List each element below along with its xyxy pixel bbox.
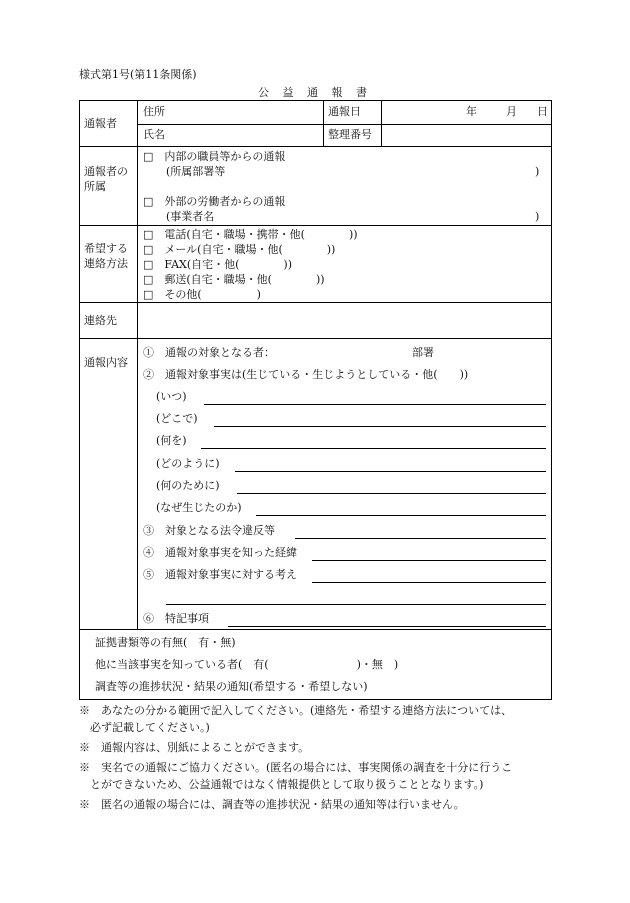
footnote-4: ※ 匿名の通報の場合には、調査等の進捗状況・結果の通知等は行いません。 — [79, 798, 465, 811]
external-company-field: (事業者名 — [166, 210, 215, 223]
external-report-checkbox[interactable]: □ 外部の労働者からの通報 — [143, 195, 286, 208]
ref-number-label: 整理番号 — [328, 128, 372, 141]
external-close-paren: ) — [535, 210, 540, 223]
purpose-label: (何のために) — [156, 479, 220, 492]
col-divider — [323, 100, 324, 146]
contact-option-fax[interactable]: □ FAX(自宅・他( )) — [143, 258, 293, 271]
cell-divider — [137, 124, 552, 125]
item-special-notes: ⑥ 特記事項 — [143, 612, 209, 625]
row-divider — [79, 225, 552, 226]
contact-option-mail[interactable]: □ 郵送(自宅・職場・他( )) — [143, 273, 325, 286]
reporter-label: 通報者 — [84, 117, 117, 130]
row-divider — [79, 629, 552, 630]
form-number: 様式第1号(第11条関係) — [79, 68, 197, 81]
date-label: 通報日 — [328, 105, 361, 118]
footnote-3-cont: とができないため、公益通報ではなく情報提供として取り扱うこととなります。) — [79, 778, 484, 791]
internal-report-checkbox[interactable]: □ 内部の職員等からの通報 — [143, 150, 286, 163]
opinion-line[interactable] — [312, 582, 546, 583]
contact-option-email[interactable]: □ メール(自宅・職場・他( )) — [143, 243, 336, 256]
where-line[interactable] — [214, 426, 546, 427]
notification-field[interactable]: 調査等の進捗状況・結果の通知(希望する・希望しない) — [95, 680, 368, 693]
when-label: (いつ) — [156, 390, 187, 403]
item-how-known: ④ 通報対象事実を知った経緯 — [143, 546, 297, 559]
date-month: 月 — [506, 105, 517, 118]
address-label: 住所 — [143, 105, 165, 118]
contact-option-other[interactable]: □ その他( ) — [143, 288, 261, 301]
item-law-violation: ③ 対象となる法令違反等 — [143, 524, 275, 537]
item-target-person: ① 通報の対象となる者： — [143, 346, 275, 359]
row-divider — [79, 146, 552, 147]
purpose-line[interactable] — [237, 493, 546, 494]
footnote-2: ※ 通報内容は、別紙によることができます。 — [79, 741, 310, 754]
date-year: 年 — [466, 105, 477, 118]
contact-dest-label: 連絡先 — [84, 314, 117, 327]
when-line[interactable] — [204, 404, 546, 405]
content-label: 通報内容 — [84, 356, 128, 369]
col-divider — [137, 100, 138, 629]
date-day: 日 — [537, 105, 548, 118]
row-divider — [79, 338, 552, 339]
what-line[interactable] — [201, 448, 546, 449]
name-label: 氏名 — [143, 128, 165, 141]
internal-close-paren: ) — [535, 165, 540, 178]
footnote-1: ※ あなたの分かる範囲で記入してください。(連絡先・希望する連絡方法については、 — [79, 704, 513, 717]
where-label: (どこで) — [156, 412, 198, 425]
what-label: (何を) — [156, 434, 187, 447]
how-line[interactable] — [235, 471, 546, 472]
others-known-field[interactable]: 他に当該事実を知っている者( 有( )・無 ) — [95, 658, 399, 671]
item-opinion: ⑤ 通報対象事実に対する考え — [143, 568, 297, 581]
opinion-line-2[interactable] — [166, 604, 546, 605]
form-table — [79, 100, 552, 700]
cause-line[interactable] — [256, 515, 546, 516]
item-target-dept: 部署 — [412, 346, 434, 359]
internal-dept-field: (所属部署等 — [166, 165, 226, 178]
footnote-1-cont: 必ず記載してください。) — [79, 721, 210, 734]
contact-method-label: 希望する — [84, 242, 128, 255]
item-fact-status: ② 通報対象事実は(生じている・生じようとしている・他( )) — [143, 368, 469, 381]
law-violation-line[interactable] — [295, 538, 546, 539]
special-notes-line[interactable] — [228, 626, 546, 627]
contact-option-phone[interactable]: □ 電話(自宅・職場・携帯・他( )) — [143, 228, 358, 241]
col-divider — [381, 100, 382, 146]
affiliation-label-2: 所属 — [84, 180, 106, 193]
contact-method-label-2: 連絡方法 — [84, 257, 128, 270]
how-label: (どのように) — [156, 457, 220, 470]
row-divider — [79, 302, 552, 303]
evidence-field[interactable]: 証拠書類等の有無( 有・無) — [95, 636, 236, 649]
affiliation-label: 通報者の — [84, 165, 128, 178]
how-known-line[interactable] — [312, 560, 546, 561]
cause-label: (なぜ生じたのか) — [156, 501, 242, 514]
document-title: 公 益 通 報 書 — [258, 86, 372, 99]
footnote-3: ※ 実名での通報にご協力ください。(匿名の場合には、事実関係の調査を十分に行うこ — [79, 761, 513, 774]
